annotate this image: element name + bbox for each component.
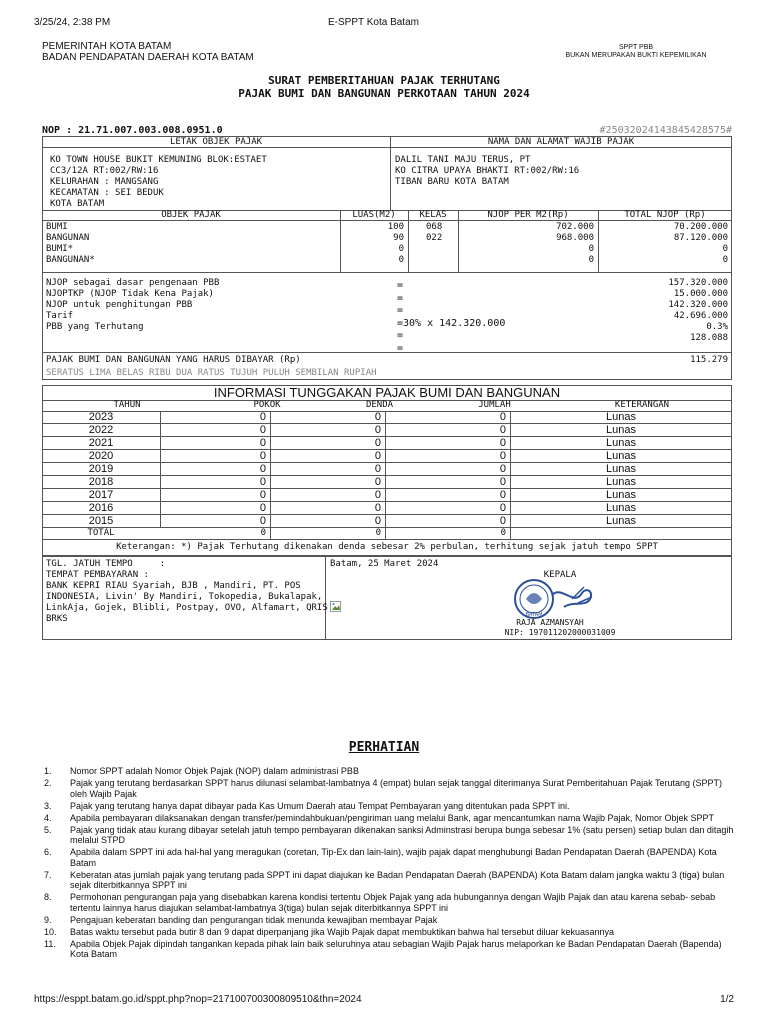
col-njop-per-m2: NJOP PER M2(Rp) xyxy=(487,210,569,220)
list-item: 4. Apabila pembayaran dilaksanakan dengan transfer/pemindahbukuan/pengiriman uang melalui Bank, agar mencantumkan nama Wajib Pajak, Nomor Objek SPPT xyxy=(44,812,715,823)
official-name: RAJA AZMANSYAH xyxy=(516,618,584,627)
wajib-address: DALIL TANI MAJU TERUS, PT KO CITRA UPAYA BHAKTI RT:002/RW:16 TIBAN BARU KOTA BATAM xyxy=(395,155,580,187)
list-item: 1. Nomor SPPT adalah Nomor Objek Pajak (NOP) dalam administrasi PBB xyxy=(44,766,359,776)
table-row: 2019 0 0 0 Lunas xyxy=(42,463,732,476)
doc-subtitle: PAJAK BUMI DAN BANGUNAN PERKOTAAN TAHUN 2024 xyxy=(238,87,530,100)
org-name: PEMERINTAH KOTA BATAM xyxy=(42,41,172,52)
due-date-label: TGL. JATUH TEMPO : xyxy=(46,559,166,569)
letak-heading: LETAK OBJEK PAJAK xyxy=(169,137,263,147)
print-page-number: 1/2 xyxy=(720,994,734,1005)
doc-title: SURAT PEMBERITAHUAN PAJAK TERHUTANG xyxy=(268,74,500,87)
arrears-total-row: TOTAL 0 0 0 xyxy=(42,528,732,540)
amount-due-value: 115.279 xyxy=(690,355,728,365)
broken-image-icon xyxy=(330,598,342,610)
table-row: 2022 0 0 0 Lunas xyxy=(42,424,732,437)
amount-in-words: SERATUS LIMA BELAS RIBU DUA RATUS TUJUH PULUH SEMBILAN RUPIAH xyxy=(46,368,377,378)
list-item: 11. Apabila Objek Pajak dipindah tangankan kepada pihak lain baik seluruhnya atau sebagian Wajib Pajak harus melaporkan ke Badan Pendapatan Daerah (Bapenda) Kota Batam xyxy=(44,938,722,959)
list-item: 3. Pajak yang terutang hanya dapat dibayar pada Kas Umum Daerah atau Tempat Pembayaran yang ditentukan pada SPPT ini. xyxy=(44,800,570,811)
stamp-text: BATAM xyxy=(525,612,543,618)
table-row: 2018 0 0 0 Lunas xyxy=(42,476,732,489)
official-stamp xyxy=(512,577,604,621)
calc-labels: NJOP sebagai dasar pengenaan PBB NJOPTKP (NJOP Tidak Kena Pajak) NJOP untuk penghitungan PBB Tarif PBB yang Terhutang xyxy=(46,278,220,332)
col-total-njop: TOTAL NJOP (Rp) xyxy=(624,210,706,220)
objek-rows xyxy=(42,222,732,266)
nop-number: NOP : 21.71.007.003.008.0951.0 xyxy=(42,125,223,136)
issue-city-date: Batam, 25 Maret 2024 xyxy=(330,559,439,569)
table-row: 2020 0 0 0 Lunas xyxy=(42,450,732,463)
col-luas: LUAS(M2) xyxy=(352,210,396,220)
list-item: 6. Apabila dalam SPPT ini ada hal-hal yang meragukan (coretan, Tip-Ex dan lain-lain), wajib pajak dapat menghubungi Badan Pendapatan Daerah (BAPENDA) Kota Batam xyxy=(44,847,717,868)
list-item: 5. Pajak yang tidak atau kurang dibayar setelah jatuh tempo pembayaran dikenakan sanksi Adminstrasi berupa bunga sebesar 1% (satu persen) setiap bulan dan ditagih melalui STPD xyxy=(44,824,734,845)
calc-values: 157.320.000 15.000.000 142.320.000 42.696.000 0.3% 128.088 xyxy=(668,278,728,343)
list-item: 9. Pengajuan keberatan banding dan pengurangan tidak menunda kewajiban membayar Pajak xyxy=(44,914,438,925)
table-row: BANGUNAN* 0 0 0 xyxy=(46,255,728,265)
sppt-pbb-label: SPPT PBB xyxy=(618,44,654,51)
letak-address: KO TOWN HOUSE BUKIT KEMUNING BLOK:ESTAET CC3/12A RT:002/RW:16 KELURAHAN : MANGSANG KECAMATAN : SEI BEDUK KOTA BATAM xyxy=(50,155,267,209)
list-item: 8. Permohonan pengurangan paja yang disebabkan karena kondisi tertentu Objek Pajak yang ada hubungannya dengan Wajib Pajak dan atau karena sebab- sebab tertentu lainnya harus diajukan selambat-lambatnya 3(tiga) bulan sejak diterbitkannya SPPT ini xyxy=(44,892,716,913)
list-item: 7. Keberatan atas jumlah pajak yang terutang pada SPPT ini dapat diajukan ke Badan Pendapatan Daerah (BAPENDA) Kota Batam dalam jangka waktu 3 (tiga) bulan sejak diterbitkannya SPPT ini xyxy=(44,869,725,890)
perhatian-title: PERHATIAN xyxy=(348,740,420,755)
wajib-heading: NAMA DAN ALAMAT WAJIB PAJAK xyxy=(487,137,635,147)
arrears-header: TAHUN POKOK DENDA JUMLAH KETERANGAN xyxy=(113,400,670,410)
arrears-title: INFORMASI TUNGGAKAN PAJAK BUMI DAN BANGUNAN xyxy=(213,385,561,400)
official-nip: NIP: 197011202000031009 xyxy=(504,628,616,637)
payment-info: TGL. JATUH TEMPO : TEMPAT PEMBAYARAN : BANK KEPRI RIAU Syariah, BJB , Mandiri, PT. POS INDONESIA, Livin' By Mandiri, Tokopedia, Bukalapak, LinkAja, Gojek, Blibli, Postpay, OVO, Alfamart, QRIS BRKS xyxy=(46,559,328,624)
table-row: 2016 0 0 0 Lunas xyxy=(42,502,732,515)
org-agency: BADAN PENDAPATAN DAERAH KOTA BATAM xyxy=(42,52,254,63)
notes-list xyxy=(44,766,740,961)
not-ownership-proof: BUKAN MERUPAKAN BUKTI KEPEMILIKAN xyxy=(565,52,707,59)
list-item: 10. Batas waktu tersebut pada butir 8 dan 9 dapat diperpanjang jika Wajib Pajak dapat membuktikan bahwa hal tersebut diluar kekuasannya xyxy=(44,926,615,937)
payment-place-label: TEMPAT PEMBAYARAN : xyxy=(46,570,149,580)
print-url[interactable]: https://esppt.batam.go.id/sppt.php?nop=217100700300809510&thn=2024 xyxy=(34,994,362,1005)
table-row: 2023 0 0 0 Lunas xyxy=(42,411,732,424)
print-page-title: E-SPPT Kota Batam xyxy=(328,17,419,28)
amount-due-label: PAJAK BUMI DAN BANGUNAN YANG HARUS DIBAYAR (Rp) xyxy=(46,355,301,365)
table-row: BUMI* 0 0 0 xyxy=(46,244,728,254)
list-item: 2. Pajak yang terutang berdasarkan SPPT harus dilunasi selambat-lambatnya 4 (empat) bulan sejak tanggal diterimanya Surat Pemberitahuan Pajak Terutang (SPPT) oleh Wajib Pajak xyxy=(44,778,723,799)
table-row: BUMI 100 068 702.000 70.200.000 xyxy=(46,222,728,232)
calc-equals: = = = =30% x 142.320.000 = = xyxy=(397,280,506,354)
document-code: #25032024143845428575# xyxy=(599,125,732,136)
table-row: 2021 0 0 0 Lunas xyxy=(42,437,732,450)
col-objek: OBJEK PAJAK xyxy=(161,210,221,220)
print-datetime: 3/25/24, 2:38 PM xyxy=(34,17,111,28)
signatory-title: KEPALA xyxy=(543,570,577,580)
table-row: 2015 0 0 0 Lunas xyxy=(42,515,732,528)
col-kelas: KELAS xyxy=(419,210,447,220)
arrears-note: Keterangan: *) Pajak Terhutang dikenakan denda sebesar 2% perbulan, terhitung sejak jatuh tempo SPPT xyxy=(116,542,658,552)
table-row: 2017 0 0 0 Lunas xyxy=(42,489,732,502)
table-row: BANGUNAN 90 022 968.000 87.120.000 xyxy=(46,233,728,243)
